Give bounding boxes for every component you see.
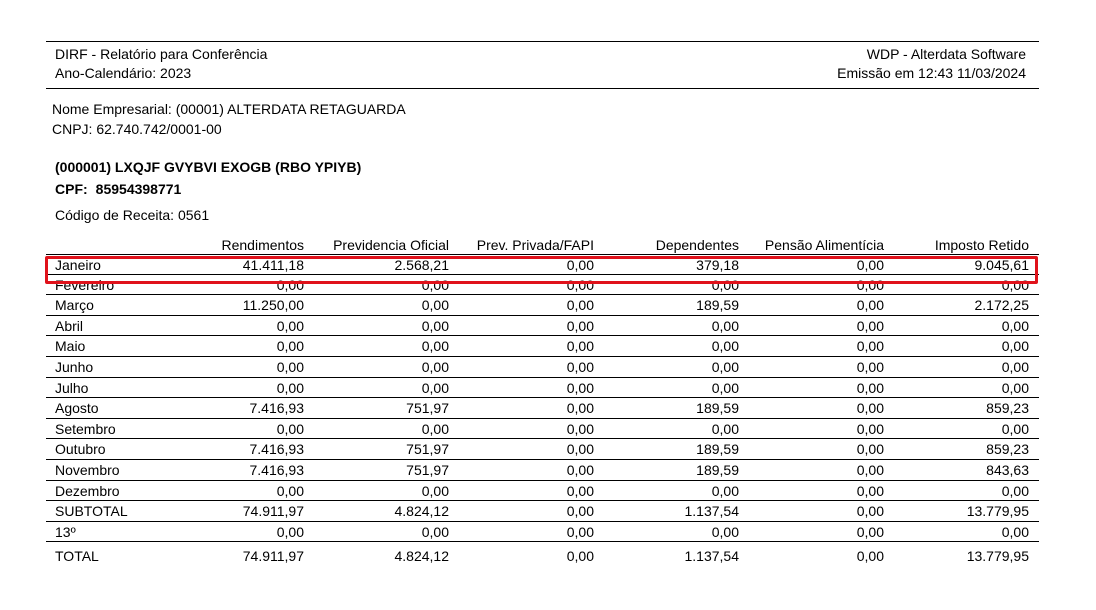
table-header-row (46, 236, 1039, 254)
table-cell: 189,59 (696, 441, 739, 458)
table-cell: 0,00 (566, 317, 594, 334)
row-label: TOTAL (55, 548, 99, 565)
table-cell: 0,00 (856, 257, 884, 273)
table-cell: 0,00 (421, 358, 449, 375)
table-cell: 0,00 (1001, 338, 1029, 355)
total-row (46, 546, 1039, 567)
table-cell: 0,00 (711, 482, 739, 499)
table-cell: 0,00 (566, 297, 594, 314)
table-cell: 0,00 (566, 482, 594, 499)
table-cell: 0,00 (566, 503, 594, 520)
table-row (46, 460, 1039, 481)
table-cell: 0,00 (856, 276, 884, 293)
table-cell: 74.911,97 (242, 503, 304, 520)
table-cell: 4.824,12 (394, 548, 449, 565)
table-cell: 11.250,00 (242, 297, 304, 314)
table-cell: 751,97 (406, 400, 449, 417)
table-cell: 0,00 (856, 420, 884, 437)
receita-code: Código de Receita: 0561 (55, 207, 210, 223)
table-cell: 189,59 (696, 400, 739, 417)
table-cell: 859,23 (986, 441, 1029, 458)
row-label: Fevereiro (55, 276, 115, 293)
column-header: Previdencia Oficial (333, 237, 449, 253)
table-cell: 1.137,54 (684, 503, 739, 520)
table-cell: 0,00 (276, 358, 304, 375)
table-cell: 0,00 (276, 379, 304, 396)
table-cell: 2.172,25 (974, 297, 1029, 314)
table-cell: 0,00 (566, 461, 594, 478)
table-cell: 0,00 (566, 420, 594, 437)
table-cell: 0,00 (856, 523, 884, 540)
row-label: Junho (55, 358, 94, 375)
row-label: SUBTOTAL (55, 503, 128, 520)
table-cell: 0,00 (566, 523, 594, 540)
employee-info (55, 156, 361, 200)
table-cell: 7.416,93 (249, 461, 304, 478)
table-body (46, 254, 1039, 542)
table-cell: 74.911,97 (242, 548, 304, 565)
row-label: Março (55, 297, 94, 314)
table-row (46, 275, 1039, 296)
table-cell: 0,00 (856, 297, 884, 314)
row-label: Janeiro (55, 257, 101, 273)
employee-cpf (55, 178, 361, 200)
company-info (52, 99, 406, 139)
header-bottom-rule (46, 88, 1039, 89)
table-cell: 13.779,95 (966, 548, 1029, 565)
table-cell: 843,63 (986, 461, 1029, 478)
table-cell: 0,00 (421, 379, 449, 396)
report-title: DIRF - Relatório para Conferência (55, 46, 268, 62)
table-cell: 0,00 (566, 257, 594, 273)
table-cell: 189,59 (696, 461, 739, 478)
table-cell: 0,00 (711, 379, 739, 396)
company-name: Nome Empresarial: (00001) ALTERDATA RETAGUARDA (52, 101, 406, 117)
table-cell: 0,00 (1001, 358, 1029, 375)
table-cell: 751,97 (406, 461, 449, 478)
row-label: Julho (55, 379, 89, 396)
row-label: Novembro (55, 461, 120, 478)
table-cell: 859,23 (986, 400, 1029, 417)
table-row (46, 357, 1039, 378)
column-header: Prev. Privada/FAPI (476, 237, 594, 253)
table-cell: 0,00 (276, 482, 304, 499)
table-row (46, 501, 1039, 522)
row-label: Setembro (55, 420, 116, 437)
table-row (46, 439, 1039, 460)
row-label: Maio (55, 338, 86, 355)
table-cell: 0,00 (421, 317, 449, 334)
table-cell: 0,00 (856, 317, 884, 334)
table-cell: 0,00 (421, 276, 449, 293)
table-cell: 0,00 (421, 523, 449, 540)
table-cell: 7.416,93 (249, 441, 304, 458)
table-cell: 0,00 (1001, 523, 1029, 540)
table-cell: 751,97 (406, 441, 449, 458)
table-cell: 0,00 (566, 358, 594, 375)
income-table (46, 236, 1039, 567)
report-header-right (837, 45, 1026, 83)
table-cell: 0,00 (856, 461, 884, 478)
report-header-left (55, 45, 267, 83)
table-cell: 0,00 (856, 548, 884, 565)
table-row (46, 522, 1039, 543)
column-header: Rendimentos (221, 237, 304, 253)
row-label: Dezembro (55, 482, 120, 499)
table-cell: 0,00 (421, 297, 449, 314)
employee-name: (000001) LXQJF GVYBVI EXOGB (RBO YPIYB) (55, 159, 362, 175)
column-header: Dependentes (655, 237, 739, 253)
column-header: Imposto Retido (934, 237, 1029, 253)
table-cell: 0,00 (856, 338, 884, 355)
company-cnpj: CNPJ: 62.740.742/0001-00 (52, 121, 222, 137)
table-row (46, 336, 1039, 357)
row-label: Abril (55, 317, 84, 334)
table-cell: 0,00 (1001, 482, 1029, 499)
table-cell: 0,00 (1001, 420, 1029, 437)
table-row (46, 481, 1039, 502)
table-cell: 0,00 (711, 420, 739, 437)
table-cell: 7.416,93 (249, 400, 304, 417)
table-cell: 13.779,95 (966, 503, 1029, 520)
table-cell: 0,00 (566, 548, 594, 565)
table-cell: 0,00 (711, 317, 739, 334)
table-cell: 0,00 (276, 338, 304, 355)
table-row (46, 419, 1039, 440)
table-cell: 0,00 (566, 441, 594, 458)
table-cell: 1.137,54 (684, 548, 739, 565)
header-top-rule (46, 41, 1039, 42)
table-cell: 0,00 (276, 276, 304, 293)
table-cell: 0,00 (711, 276, 739, 293)
table-row (46, 398, 1039, 419)
table-cell: 0,00 (711, 338, 739, 355)
table-row (46, 378, 1039, 399)
table-row (46, 295, 1039, 316)
table-cell: 0,00 (856, 482, 884, 499)
table-cell: 0,00 (566, 400, 594, 417)
table-cell: 0,00 (276, 523, 304, 540)
table-cell: 2.568,21 (394, 257, 449, 273)
table-cell: 9.045,61 (974, 257, 1029, 273)
cpf-label: CPF: (55, 181, 88, 197)
emission-datetime: Emissão em 12:43 11/03/2024 (837, 65, 1026, 81)
table-cell: 0,00 (566, 276, 594, 293)
row-label: Agosto (55, 400, 99, 417)
table-row (46, 254, 1039, 275)
table-cell: 0,00 (856, 503, 884, 520)
table-cell: 379,18 (696, 257, 739, 273)
table-cell: 0,00 (1001, 317, 1029, 334)
table-cell: 189,59 (696, 297, 739, 314)
table-row (46, 316, 1039, 337)
cpf-value: 85954398771 (95, 181, 182, 197)
software-name: WDP - Alterdata Software (866, 46, 1026, 62)
column-header: Pensão Alimentícia (764, 237, 884, 253)
table-cell: 4.824,12 (394, 503, 449, 520)
table-cell: 0,00 (711, 358, 739, 375)
table-cell: 0,00 (421, 338, 449, 355)
row-label: 13º (55, 523, 76, 540)
table-cell: 0,00 (856, 379, 884, 396)
table-cell: 0,00 (566, 379, 594, 396)
table-cell: 0,00 (1001, 379, 1029, 396)
table-cell: 0,00 (276, 420, 304, 437)
table-cell: 0,00 (711, 523, 739, 540)
table-cell: 0,00 (856, 358, 884, 375)
table-cell: 0,00 (421, 482, 449, 499)
row-label: Outubro (55, 441, 106, 458)
table-cell: 0,00 (276, 317, 304, 334)
table-cell: 0,00 (421, 420, 449, 437)
table-cell: 0,00 (1001, 276, 1029, 293)
table-cell: 0,00 (856, 441, 884, 458)
table-cell: 0,00 (566, 338, 594, 355)
table-cell: 41.411,18 (242, 257, 304, 273)
report-year: Ano-Calendário: 2023 (55, 65, 192, 81)
table-cell: 0,00 (856, 400, 884, 417)
